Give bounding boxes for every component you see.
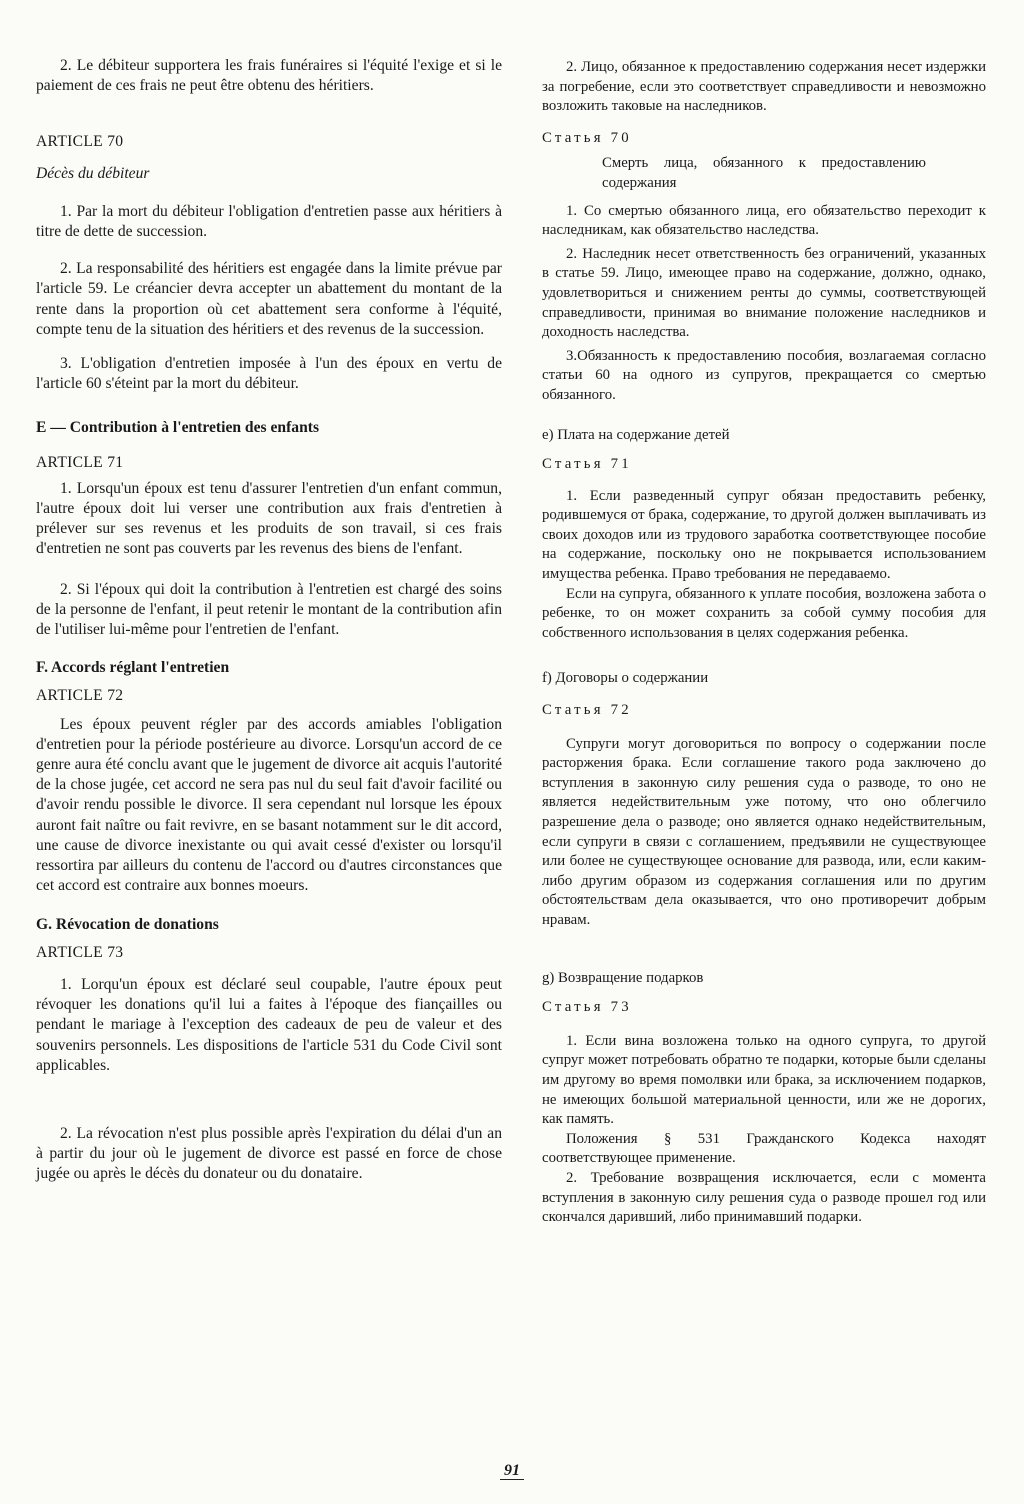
ru-art70-para2: 2. Наследник несет ответственность без ограничений, указанных в статье 59. Лицо, имеющее право на содержание, должно, однако, удовлетвориться и снижением ренты до суммы, соответствующей справедливости, принимая во внимание положение наследников и доходность наследства. — [542, 245, 986, 341]
ru-art70-heading: Статья 70 — [542, 129, 632, 146]
fr-art70-subtitle: Décès du débiteur — [36, 164, 150, 182]
fr-art72-para1: Les époux peuvent régler par des accords amiables l'obligation d'entretien pour la période postérieure au divorce. Lorsqu'un accord de ce genre aura été conclu avant que le jugement de divorce ait acquis l'autorité de la chose jugée, cet accord ne sera pas nul du seul fait d'avoir facilité ou d'avoir rendu possible le divorce. Il sera cependant nul lorsque les époux auront fait naître ou fait revivre, en se basant notamment sur le dit accord, une cause de divorce inexistante ou qui avait cessé d'exister ou lorsqu'il ressortira par ailleurs du contenu de l'accord ou d'autres circonstances que cet accord est contraire aux bonnes moeurs. — [36, 715, 502, 895]
ru-section-f-heading: f) Договоры о содержании — [542, 670, 709, 687]
ru-art73-heading: Статья 73 — [542, 999, 632, 1016]
page-number-text: 91 — [500, 1462, 524, 1480]
fr-art71-heading: ARTICLE 71 — [36, 453, 124, 471]
fr-section-g-heading: G. Révocation de donations — [36, 915, 219, 933]
fr-art70-para2: 2. La responsabilité des héritiers est engagée dans la limite prévue par l'article 59. Le créancier devra accepter un abattement du montant de la rente dans la proportion où cet abattement sera conforme à l'équité, compte tenu de la situation des héritiers et des revenus de la succession. — [36, 260, 502, 338]
ru-art71-para2: Если на супруга, обязанного к уплате пособия, возложена забота о ребенке, то он может сохранить за собой сумму пособия для собственного использования в целях содержания ребенка. — [542, 585, 986, 641]
page-number — [0, 1462, 1024, 1480]
ru-art73-para1: 1. Если вина возложена только на одного супруга, то другой супруг может потребовать обратно те подарки, которые были сделаны им другому во время помолвки или брака, за исключением подарков, не имеющих большой материальной ценности, или же не дорогих, как память. — [542, 1032, 986, 1128]
ru-art72-heading: Статья 72 — [542, 702, 632, 719]
fr-art70-para3: 3. L'obligation d'entretien imposée à l'un des époux en vertu de l'article 60 s'éteint par la mort du débiteur. — [36, 355, 502, 393]
fr-art69-para2: 2. Le débiteur supportera les frais funéraires si l'équité l'exige et si le paiement de ces frais ne peut être obtenu des héritiers. — [36, 57, 502, 95]
russian-column — [542, 50, 986, 1228]
french-column — [36, 50, 502, 1185]
ru-art71-heading: Статья 71 — [542, 456, 632, 473]
ru-art73-para2: 2. Требование возвращения исключается, если с момента вступления в законную силу решения суда о разводе прошел год или скончался даривший, либо принимавший подарки. — [542, 1169, 986, 1226]
ru-art70-subtitle: Смерть лица, обязанного к предоставлению содержания — [602, 155, 926, 191]
ru-section-g-heading: g) Возвращение подарков — [542, 969, 704, 986]
fr-art71-para2: 2. Si l'époux qui doit la contribution à l'entretien est chargé des soins de la personne de l'enfant, il peut retenir le montant de la contribution afin de l'utiliser lui-même pour l'entretien de l'enfant. — [36, 580, 502, 639]
fr-art73-heading: ARTICLE 73 — [36, 943, 124, 961]
fr-art73-para1: 1. Lorqu'un époux est déclaré seul coupable, l'autre époux peut révoquer les donations qu'il lui a faites à l'époque des fiançailles ou pendant le mariage à l'exception des cadeaux de peu de valeur et des souvenirs personnels. Les dispositions de l'article 531 du Code Civil sont applicables. — [36, 975, 502, 1074]
fr-section-f-heading: F. Accords réglant l'entretien — [36, 659, 230, 677]
ru-art71-para1: 1. Если разведенный супруг обязан предоставить ребенку, родившемуся от брака, содержание, то другой должен выплачивать из своих доходов или из трудового заработка соответствующее пособие на содержание, поскольку оно не покрывается использованием имущества ребенка. Право требования не передаваемо. — [542, 487, 986, 583]
ru-art72-para1: Супруги могут договориться по вопросу о содержании после расторжения брака. Если соглашение такого рода заключено до вступления в законную силу решения суда о разводе, то оно не является недействительным уже потому, что оно облегчило разрешение дела о разводе; оно является однако недействительным, если супруги в связи с соглашением, предъявили не существующее или более не существующее основание для развода, или, если каким-либо другим образом из содержания соглашения или по другим обстоятельствам дела оказывается, что оно противоречит добрым нравам. — [542, 735, 986, 928]
fr-art73-para2: 2. La révocation n'est plus possible après l'expiration du délai d'un an à partir du jour où le jugement de divorce est passé en force de chose jugée ou après le décès du donateur ou du donataire. — [36, 1124, 502, 1183]
fr-art71-para1: 1. Lorsqu'un époux est tenu d'assurer l'entretien d'un enfant commun, l'autre époux doit lui verser une contribution aux frais d'entretien à prélever sur ses revenus et les produits de son travail, si ces frais d'entretien ne sont pas couverts par les revenus des biens de l'enfant. — [36, 479, 502, 558]
fr-art70-para1: 1. Par la mort du débiteur l'obligation d'entretien passe aux héritiers à titre de dette de succession. — [36, 202, 502, 241]
fr-section-e-heading: E — Contribution à l'entretien des enfants — [36, 419, 320, 437]
fr-art70-heading: ARTICLE 70 — [36, 133, 124, 151]
ru-section-e-heading: e) Плата на содержание детей — [542, 426, 730, 443]
fr-art72-heading: ARTICLE 72 — [36, 687, 124, 705]
ru-art73-para1b: Положения § 531 Гражданского Кодекса находят соответствующее применение. — [542, 1130, 986, 1167]
ru-art70-para3: 3.Обязанность к предоставлению пособия, возлагаемая согласно статьи 60 на одного из супругов, прекращается со смертью обязанного. — [542, 347, 986, 403]
ru-art69-para2: 2. Лицо, обязанное к предоставлению содержания несет издержки за погребение, если это соответствует справедливости и невозможно возложить таковые на наследников. — [542, 59, 986, 115]
ru-art70-para1: 1. Со смертью обязанного лица, его обязательство переходит к наследникам, как обязательство наследства. — [542, 202, 986, 239]
